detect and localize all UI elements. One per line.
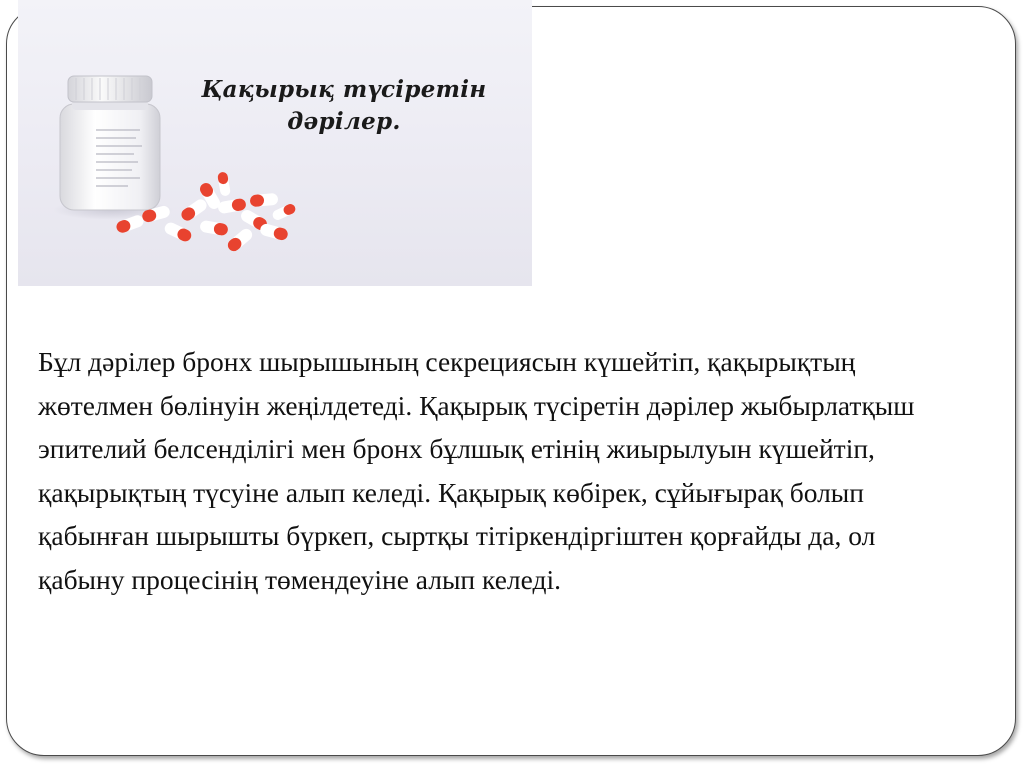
photo-caption [164,74,524,138]
medicine-photo [18,0,532,286]
pill-bottle-illustration [18,0,532,286]
body-paragraph: Бұл дәрілер бронх шырышының секрециясын күшейтіп, қақырықтың жөтелмен бөлінуін жеңілдетеді. Қақырық түсіретін дәрілер жыбырлатқыш эпителий белсенділігі мен бронх бұлшық етінің жиырылуын күшейтіп, қақырықтың түсуіне алып келеді. Қақырық көбірек, сұйығырақ болып қабынған шырышты бүркеп, сыртқы тітіркендіргіштен қорғайды да, ол қабыну процесінің төмендеуіне алып келеді. [38,346,915,595]
photo-caption-line-1: Қақырық түсіретін [201,76,487,103]
photo-caption-line-2: дәрілер. [287,108,401,135]
